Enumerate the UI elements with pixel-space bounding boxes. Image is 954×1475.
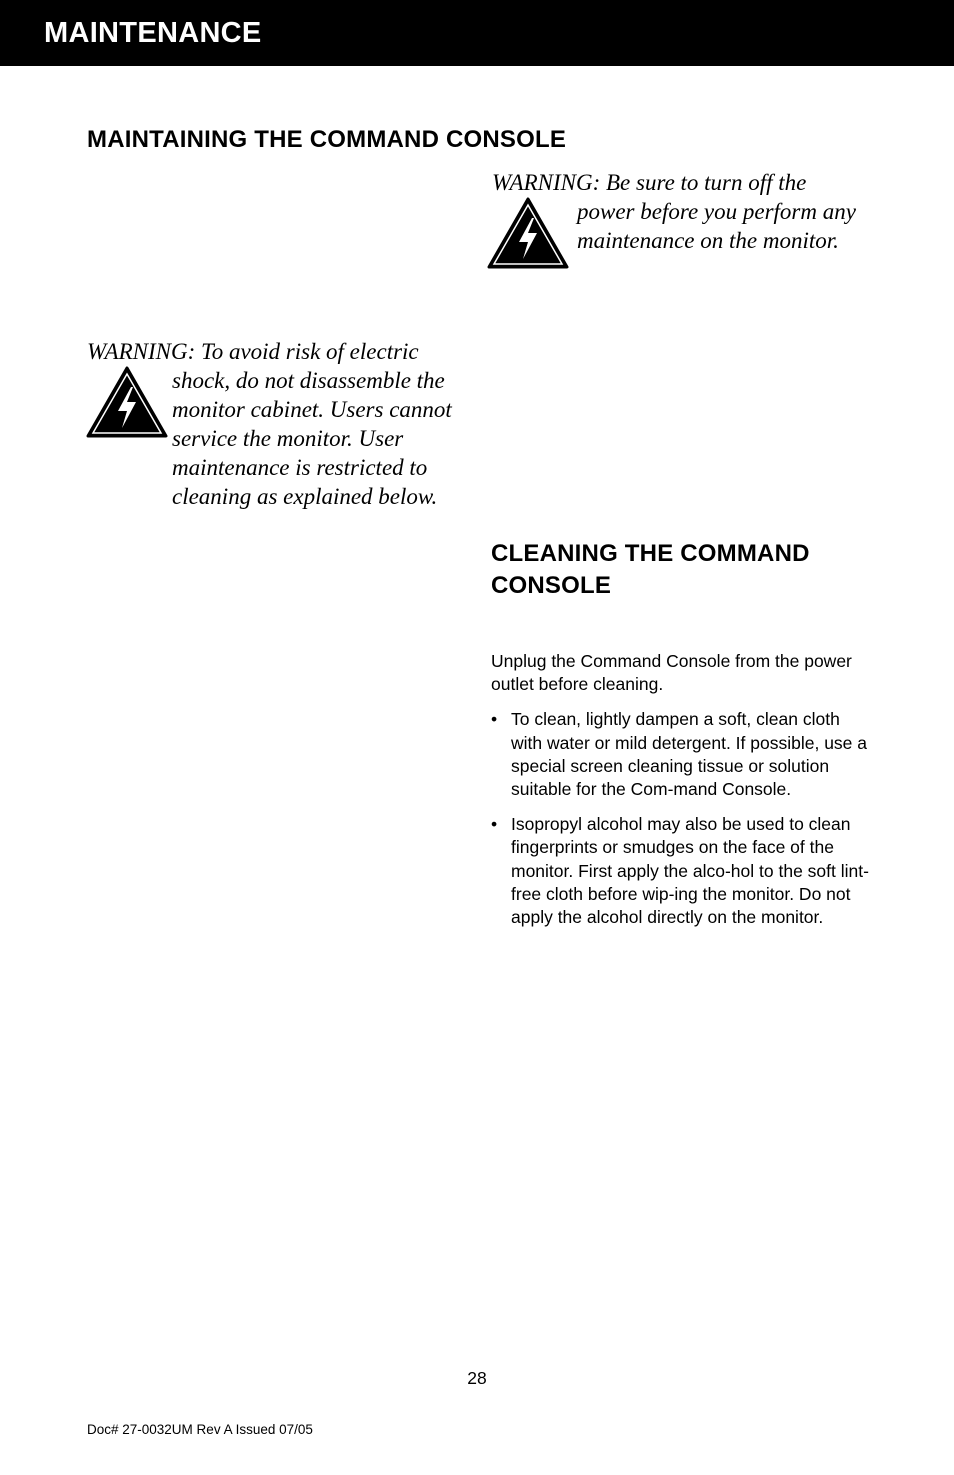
cleaning-intro: Unplug the Command Console from the power outlet before cleaning. — [491, 651, 852, 695]
high-voltage-warning-icon — [85, 365, 169, 439]
cleaning-instructions — [491, 650, 871, 941]
warning-line: power before you perform any — [577, 199, 856, 224]
bullet-dot: • — [491, 709, 498, 730]
warning-line: monitor cabinet. Users cannot — [172, 397, 452, 422]
warning-line: WARNING: Be sure to turn off the — [492, 170, 807, 195]
bullet-text: Isopropyl alcohol may also be used to clean fingerprints or smudges on the face of the monitor. First apply the alco-hol to the soft lint-free cloth before wip-ing the monitor. Do not apply the alcohol directly on the monitor. — [511, 814, 869, 928]
page-number: 28 — [467, 1368, 487, 1388]
section-title-cleaning — [491, 538, 891, 602]
list-item — [491, 708, 871, 801]
high-voltage-warning-icon — [486, 196, 570, 270]
header-bar — [0, 0, 954, 66]
warning-line: maintenance is restricted to — [172, 455, 428, 480]
warning-line: maintenance on the monitor. — [577, 228, 839, 253]
warning-line: WARNING: To avoid risk of electric — [87, 339, 419, 364]
section-title-maintaining: MAINTAINING THE COMMAND CONSOLE — [87, 126, 567, 153]
list-item — [491, 813, 871, 929]
warning-line: shock, do not disassemble the — [172, 368, 445, 393]
warning-line: cleaning as explained below. — [172, 484, 438, 509]
document-id: Doc# 27-0032UM Rev A Issued 07/05 — [87, 1422, 313, 1437]
section-title-line: CLEANING THE COMMAND — [491, 540, 810, 567]
page-header-title: MAINTENANCE — [44, 17, 262, 49]
bullet-text: To clean, lightly dampen a soft, clean cloth with water or mild detergent. If possible, use a special screen cleaning tissue or solution suitable for the Com-mand Console. — [511, 709, 868, 800]
warning-line: service the monitor. User — [172, 426, 404, 451]
section-title-line: CONSOLE — [491, 572, 612, 599]
bullet-dot: • — [491, 814, 498, 835]
